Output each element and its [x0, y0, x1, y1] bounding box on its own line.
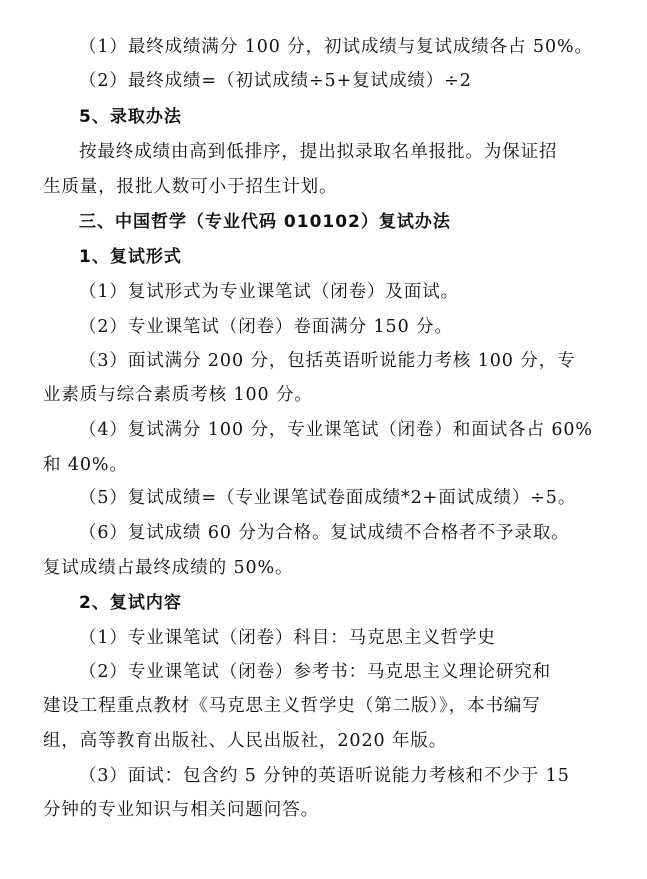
- retest-content-item-2-line-3: 组，高等教育出版社、人民出版社，2020 年版。: [43, 731, 448, 751]
- retest-form-item-4-line-1: （4）复试满分 100 分，专业课笔试（闭卷）和面试各占 60%: [79, 420, 593, 440]
- admission-heading: 5、录取办法: [79, 107, 182, 127]
- retest-form-item-4-line-2: 和 40%。: [43, 455, 128, 475]
- retest-form-item-6-line-2: 复试成绩占最终成绩的 50%。: [43, 558, 294, 578]
- admission-paragraph-line-2: 生质量，报批人数可小于招生计划。: [43, 177, 338, 197]
- retest-content-heading: 2、复试内容: [79, 593, 182, 613]
- retest-form-item-3-line-1: （3）面试满分 200 分，包括英语听说能力考核 100 分，专: [79, 351, 576, 371]
- retest-form-item-5: （5）复试成绩=（专业课笔试卷面成绩*2+面试成绩）÷5。: [79, 488, 577, 508]
- retest-content-item-3-line-2: 分钟的专业知识与相关问题问答。: [43, 800, 319, 820]
- retest-form-item-3-line-2: 业素质与综合素质考核 100 分。: [43, 385, 313, 405]
- retest-content-item-1: （1）专业课笔试（闭卷）科目：马克思主义哲学史: [79, 628, 496, 648]
- admission-paragraph-line-1: 按最终成绩由高到低排序，提出拟录取名单报批。为保证招: [79, 142, 558, 162]
- retest-form-item-1: （1）复试形式为专业课笔试（闭卷）及面试。: [79, 282, 460, 302]
- philosophy-section-heading: 三、中国哲学（专业代码 010102）复试办法: [79, 212, 451, 232]
- retest-form-item-2: （2）专业课笔试（闭卷）卷面满分 150 分。: [79, 317, 453, 337]
- retest-form-heading: 1、复试形式: [79, 247, 182, 267]
- retest-form-item-6-line-1: （6）复试成绩 60 分为合格。复试成绩不合格者不予录取。: [79, 523, 570, 543]
- retest-content-item-3-line-1: （3）面试：包含约 5 分钟的英语听说能力考核和不少于 15: [79, 766, 570, 786]
- retest-content-item-2-line-1: （2）专业课笔试（闭卷）参考书：马克思主义理论研究和: [79, 662, 552, 682]
- final-score-item-1: （1）最终成绩满分 100 分，初试成绩与复试成绩各占 50%。: [79, 37, 593, 57]
- retest-content-item-2-line-2: 建设工程重点教材《马克思主义哲学史（第二版）》，本书编写: [43, 696, 541, 716]
- final-score-item-2: （2）最终成绩=（初试成绩÷5+复试成绩）÷2: [79, 71, 472, 91]
